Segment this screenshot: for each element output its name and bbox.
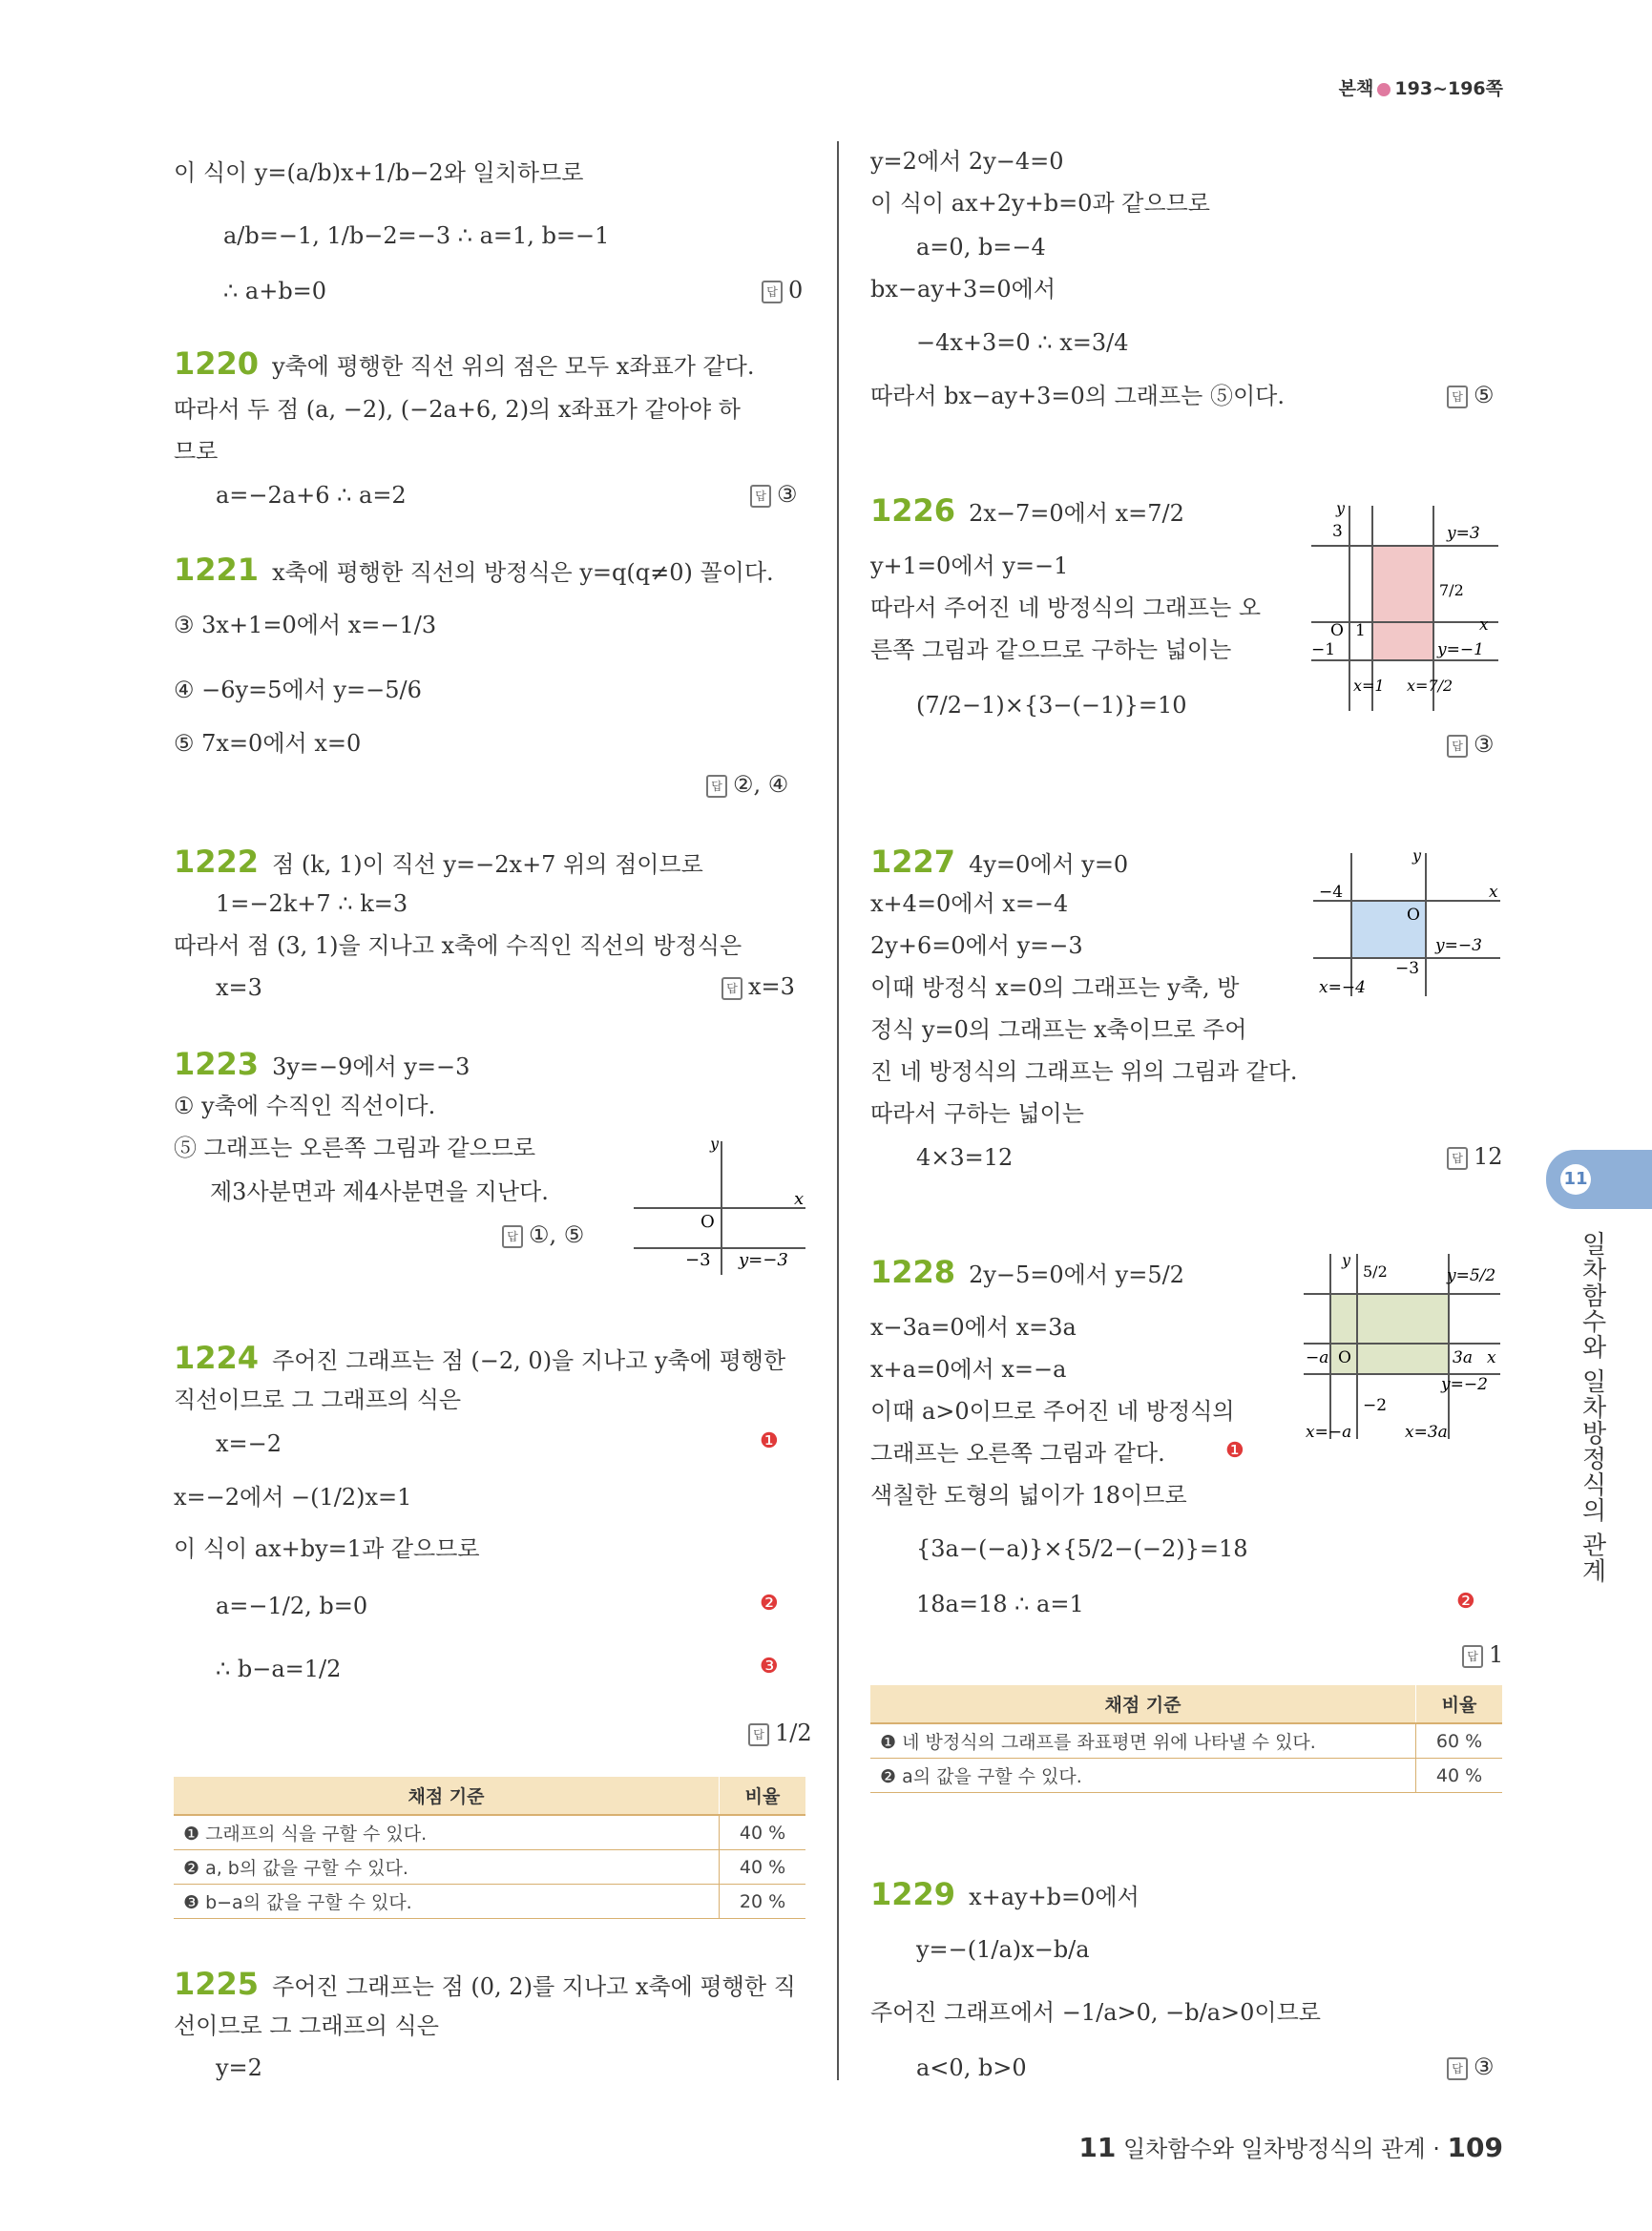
- line: y=2에서 2y−4=0: [870, 148, 1064, 175]
- tick-label: 3: [1332, 522, 1343, 541]
- line-label: y=5/2: [1447, 1266, 1496, 1285]
- line: y+1=0에서 y=−1: [870, 553, 1069, 579]
- line: 이때 a>0이므로 주어진 네 방정식의: [870, 1398, 1235, 1425]
- answer-icon: 답: [1462, 1645, 1483, 1668]
- line: 므로: [174, 438, 219, 465]
- line: a<0, b>0: [916, 2054, 1027, 2081]
- line: x+a=0에서 x=−a: [870, 1356, 1067, 1383]
- answer-value: 12: [1474, 1143, 1503, 1170]
- step-marker-1: ❶: [1225, 1439, 1244, 1463]
- tick-label: 1: [1355, 621, 1366, 640]
- table-cell: 60 %: [1416, 1723, 1503, 1759]
- problem-1226: [870, 492, 1184, 529]
- answer-1221: [706, 771, 788, 798]
- step-marker-2: ❷: [760, 1592, 779, 1616]
- x-label: x: [1489, 883, 1498, 902]
- answer-value: ①, ⑤: [529, 1221, 585, 1248]
- line: 그래프는 오른쪽 그림과 같다.: [870, 1440, 1165, 1467]
- line: 주어진 그래프는 점 (−2, 0)을 지나고 y축에 평행한: [272, 1347, 786, 1374]
- line: 주어진 그래프는 점 (0, 2)를 지나고 x축에 평행한 직: [272, 1973, 796, 2000]
- line: y축에 평행한 직선 위의 점은 모두 x좌표가 같다.: [272, 353, 755, 380]
- line-label: x=7/2: [1407, 677, 1453, 695]
- answer-icon: 답: [1447, 1147, 1468, 1170]
- intro-line-3: ∴ a+b=0: [223, 278, 327, 304]
- answer-1226: [1447, 731, 1495, 758]
- y-label: y: [710, 1135, 720, 1153]
- page-footer: 11 일차함수와 일차방정식의 관계 · 109: [1078, 2132, 1503, 2163]
- answer-icon: 답: [1447, 735, 1468, 758]
- line: y=2: [216, 2054, 262, 2081]
- y-label: y: [1412, 846, 1422, 865]
- answer-value: x=3: [748, 973, 795, 1000]
- line: 따라서 두 점 (a, −2), (−2a+6, 2)의 x좌표가 같아야 하: [174, 396, 741, 423]
- line-label: y=−3: [1435, 936, 1482, 955]
- answer-1228: [1462, 1641, 1503, 1668]
- line: 따라서 주어진 네 방정식의 그래프는 오: [870, 594, 1262, 621]
- line: 4y=0에서 y=0: [969, 851, 1129, 878]
- line: bx−ay+3=0에서: [870, 276, 1056, 302]
- line: 점 (k, 1)이 직선 y=−2x+7 위의 점이므로: [272, 851, 703, 878]
- origin-label: O: [701, 1212, 715, 1232]
- problem-number: 1224: [174, 1340, 260, 1376]
- answer-value: 1: [1489, 1641, 1504, 1668]
- table-row: [870, 1723, 1502, 1759]
- line: 선이므로 그 그래프의 식은: [174, 2012, 439, 2039]
- answer-icon: 답: [762, 281, 783, 303]
- tick-label: −2: [1363, 1396, 1388, 1415]
- tick-label: 3a: [1453, 1348, 1473, 1367]
- answer-value: 0: [788, 277, 804, 303]
- intro-line-2: a/b=−1, 1/b−2=−3 ∴ a=1, b=−1: [223, 222, 610, 249]
- line: (7/2−1)×{3−(−1)}=10: [916, 692, 1187, 719]
- graph-1227: [1313, 844, 1504, 1002]
- tick-label: −4: [1319, 883, 1344, 902]
- line: 1=−2k+7 ∴ k=3: [216, 890, 408, 917]
- line: 따라서 점 (3, 1)을 지나고 x축에 수직인 직선의 방정식은: [174, 932, 742, 959]
- table-cell: 40 %: [720, 1815, 806, 1850]
- answer-value: ⑤: [1474, 382, 1495, 408]
- line: x축에 평행한 직선의 방정식은 y=q(q≠0) 꼴이다.: [272, 559, 774, 586]
- table-header: 비율: [1416, 1685, 1503, 1723]
- answer-icon: 답: [1447, 386, 1468, 408]
- bullet-icon: [1377, 83, 1391, 96]
- tick-label: −1: [1311, 640, 1336, 659]
- problem-1228: [870, 1254, 1184, 1290]
- answer-value: ③: [1474, 2054, 1495, 2080]
- answer-icon: 답: [748, 1723, 769, 1746]
- line: 이 식이 ax+by=1과 같으므로: [174, 1535, 480, 1562]
- problem-1222: [174, 844, 703, 880]
- table-cell: ❶ 그래프의 식을 구할 수 있다.: [174, 1815, 720, 1850]
- table-cell: ❷ a, b의 값을 구할 수 있다.: [174, 1850, 720, 1885]
- line: 4×3=12: [916, 1144, 1014, 1171]
- table-header: 채점 기준: [174, 1777, 720, 1815]
- line: 주어진 그래프에서 −1/a>0, −b/a>0이므로: [870, 1999, 1321, 2026]
- line-label: y=3: [1447, 524, 1480, 543]
- line: ∴ b−a=1/2: [216, 1656, 342, 1682]
- line-label: x=−4: [1319, 978, 1366, 997]
- column-divider: [837, 141, 839, 2080]
- step-marker-2: ❷: [1456, 1590, 1475, 1614]
- answer-1220: [750, 481, 798, 508]
- page-number: 109: [1447, 2132, 1503, 2163]
- line: 색칠한 도형의 넓이가 18이므로: [870, 1482, 1187, 1509]
- scoring-table-1228: [870, 1685, 1502, 1793]
- y-label: y: [1342, 1251, 1351, 1269]
- tick-label: −3: [685, 1250, 711, 1270]
- answer-value: ③: [1474, 731, 1495, 758]
- intro-line-1: 이 식이 y=(a/b)x+1/b−2와 일치하므로: [174, 159, 584, 186]
- line: x+ay+b=0에서: [969, 1884, 1140, 1910]
- line: 3y=−9에서 y=−3: [272, 1053, 471, 1080]
- tick-label: −a: [1306, 1348, 1329, 1367]
- line: 2y+6=0에서 y=−3: [870, 932, 1083, 959]
- line: ⑤ 그래프는 오른쪽 그림과 같으므로: [174, 1135, 536, 1161]
- problem-number: 1225: [174, 1966, 260, 2002]
- line: y=−(1/a)x−b/a: [916, 1936, 1090, 1963]
- answer-value: ②, ④: [733, 771, 789, 798]
- step-marker-1: ❶: [760, 1429, 779, 1453]
- line: 른쪽 그림과 같으므로 구하는 넓이는: [870, 636, 1232, 663]
- chapter-tab-title: 일차함수와 일차방정식의 관계: [1578, 1231, 1606, 1584]
- line-label: x=−a: [1306, 1423, 1352, 1442]
- scoring-table-1224: [174, 1777, 805, 1919]
- origin-label: O: [1407, 906, 1420, 925]
- shaded-region: [1372, 546, 1433, 660]
- problem-1225: [174, 1966, 796, 2002]
- line: ① y축에 수직인 직선이다.: [174, 1093, 436, 1119]
- header-book: 본책: [1338, 78, 1374, 99]
- line: 제3사분면과 제4사분면을 지난다.: [210, 1178, 549, 1205]
- line: 2x−7=0에서 x=7/2: [969, 500, 1184, 527]
- line: 따라서 bx−ay+3=0의 그래프는 ⑤이다.: [870, 383, 1285, 409]
- problem-1229: [870, 1876, 1140, 1912]
- y-label: y: [1336, 499, 1346, 517]
- problem-number: 1228: [870, 1254, 956, 1290]
- problem-1227: [870, 844, 1129, 880]
- tick-label: 5/2: [1363, 1262, 1388, 1281]
- line: x−3a=0에서 x=3a: [870, 1314, 1077, 1341]
- answer-intro: [762, 277, 803, 303]
- table-cell: 40 %: [720, 1850, 806, 1885]
- page-header: [1339, 74, 1503, 100]
- origin-label: O: [1330, 621, 1344, 640]
- table-cell: ❸ b−a의 값을 구할 수 있다.: [174, 1885, 720, 1919]
- answer-1229: [1447, 2054, 1495, 2080]
- line: 2y−5=0에서 y=5/2: [969, 1261, 1184, 1288]
- line: 진 네 방정식의 그래프는 위의 그림과 같다.: [870, 1058, 1298, 1085]
- footer-chapter: 11: [1078, 2132, 1117, 2163]
- problem-number: 1227: [870, 844, 956, 880]
- line: −4x+3=0 ∴ x=3/4: [916, 329, 1129, 356]
- line-label: y=−1: [1437, 640, 1484, 659]
- answer-icon: 답: [1447, 2057, 1468, 2080]
- line: 이 식이 ax+2y+b=0과 같으므로: [870, 190, 1210, 217]
- table-row: [870, 1759, 1502, 1793]
- line-label: x=1: [1353, 677, 1385, 695]
- answer-1227: [1447, 1143, 1503, 1170]
- origin-label: O: [1338, 1348, 1351, 1367]
- answer-1222: [721, 973, 795, 1000]
- line: a=0, b=−4: [916, 234, 1046, 261]
- table-row: [174, 1885, 805, 1919]
- answer-icon: 답: [721, 977, 742, 1000]
- problem-number: 1229: [870, 1876, 956, 1912]
- chapter-tab-number: 11: [1560, 1164, 1591, 1195]
- table-header: 채점 기준: [870, 1685, 1416, 1723]
- x-label: x: [794, 1189, 805, 1209]
- line: 18a=18 ∴ a=1: [916, 1591, 1084, 1617]
- line: ④ −6y=5에서 y=−5/6: [174, 677, 422, 703]
- problem-number: 1220: [174, 345, 260, 382]
- line: x=−2: [216, 1430, 282, 1457]
- table-cell: ❶ 네 방정식의 그래프를 좌표평면 위에 나타낼 수 있다.: [870, 1723, 1416, 1759]
- problem-number: 1223: [174, 1046, 260, 1082]
- answer-value: ③: [777, 481, 798, 508]
- answer-icon: 답: [502, 1225, 523, 1248]
- answer-1225: [1447, 382, 1495, 408]
- graph-1228: [1304, 1248, 1504, 1449]
- line-label: y=−3: [739, 1250, 788, 1270]
- problem-number: 1221: [174, 552, 260, 588]
- line: 이때 방정식 x=0의 그래프는 y축, 방: [870, 974, 1240, 1001]
- answer-icon: 답: [750, 485, 771, 508]
- line: {3a−(−a)}×{5/2−(−2)}=18: [916, 1535, 1248, 1562]
- answer-1224: [748, 1720, 812, 1746]
- line: x+4=0에서 x=−4: [870, 890, 1069, 917]
- graph-1226: [1311, 496, 1502, 716]
- line: x=−2에서 −(1/2)x=1: [174, 1484, 412, 1511]
- problem-1223: [174, 1046, 471, 1082]
- line: x=3: [216, 974, 262, 1001]
- line: 따라서 구하는 넓이는: [870, 1100, 1084, 1127]
- table-cell: ❷ a의 값을 구할 수 있다.: [870, 1759, 1416, 1793]
- line: ③ 3x+1=0에서 x=−1/3: [174, 612, 437, 638]
- answer-value: 1/2: [775, 1720, 812, 1746]
- tick-label: 7/2: [1439, 581, 1464, 599]
- table-row: [174, 1815, 805, 1850]
- table-cell: 40 %: [1416, 1759, 1503, 1793]
- problem-1221: [174, 552, 774, 588]
- x-label: x: [1487, 1348, 1496, 1367]
- footer-title: 일차함수와 일차방정식의 관계: [1123, 2136, 1426, 2162]
- table-row: [174, 1850, 805, 1885]
- problem-number: 1226: [870, 492, 956, 529]
- line: 정식 y=0의 그래프는 x축이므로 주어: [870, 1016, 1247, 1043]
- problem-1224: [174, 1340, 786, 1376]
- problem-number: 1222: [174, 844, 260, 880]
- line: a=−2a+6 ∴ a=2: [216, 482, 407, 509]
- table-cell: 20 %: [720, 1885, 806, 1919]
- graph-1223: [634, 1132, 811, 1277]
- line-label: y=−2: [1441, 1375, 1488, 1394]
- step-marker-3: ❸: [760, 1655, 779, 1678]
- line-label: x=3a: [1405, 1423, 1448, 1442]
- line: ⑤ 7x=0에서 x=0: [174, 730, 362, 757]
- table-header: 비율: [720, 1777, 806, 1815]
- tick-label: −3: [1395, 959, 1420, 978]
- problem-1220: [174, 345, 755, 382]
- line: a=−1/2, b=0: [216, 1593, 368, 1619]
- x-label: x: [1479, 615, 1489, 635]
- answer-icon: 답: [706, 775, 727, 798]
- line: 직선이므로 그 그래프의 식은: [174, 1387, 462, 1413]
- answer-1223: [502, 1221, 584, 1248]
- header-pages: 193~196쪽: [1394, 78, 1503, 99]
